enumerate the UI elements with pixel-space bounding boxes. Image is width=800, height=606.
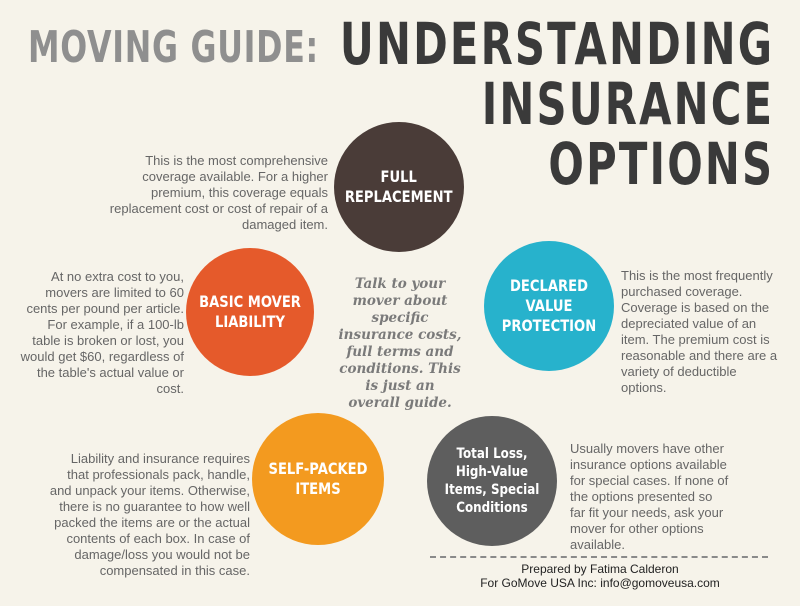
guide-subtitle: MOVING GUIDE: <box>28 22 319 73</box>
declared-value-protection-label: DECLARED VALUE PROTECTION <box>501 276 597 335</box>
full-replacement-label: FULL REPLACEMENT <box>345 167 453 206</box>
self-packed-items-description: Liability and insurance requires that professionals pack, handle, and unpack your items. Otherwise, there is no guarantee to how well packed the items are or the actual contents of each box. In case of damage/loss you would not be compensated in this case. <box>49 451 250 578</box>
footer-credit <box>440 562 760 590</box>
total-loss-circle <box>427 416 557 546</box>
main-title-line-2: INSURANCE <box>481 70 774 138</box>
declared-value-protection-description: This is the most frequently purchased coverage. Coverage is based on the depreciated value of an item. The premium cost is reasonable and there are a variety of deductible options. <box>621 268 778 395</box>
basic-mover-liability-circle <box>186 248 314 376</box>
total-loss-label: Total Loss, High-Value Items, Special Conditions <box>444 445 540 517</box>
self-packed-items-circle <box>252 413 384 545</box>
full-replacement-description: This is the most comprehensive coverage available. For a higher premium, this coverage equals replacement cost or cost of repair of a damaged item. <box>109 153 328 232</box>
center-note: Talk to your mover about specific insurance costs, full terms and conditions. This is just an overall guide. <box>338 276 462 411</box>
basic-mover-liability-label: BASIC MOVER LIABILITY <box>199 292 301 331</box>
main-title-line-1: UNDERSTANDING <box>339 10 774 78</box>
main-title-line-3: OPTIONS <box>548 130 774 198</box>
contact-text: For GoMove USA Inc: info@gomoveusa.com <box>480 576 720 590</box>
basic-mover-liability-description: At no extra cost to you, movers are limited to 60 cents per pound per article. For example, if a 100-lb table is broken or lost, you would get $60, regardless of the table's actual value or cost. <box>20 269 184 396</box>
self-packed-items-label: SELF-PACKED ITEMS <box>268 459 368 498</box>
prepared-by-text: Prepared by Fatima Calderon <box>521 562 679 576</box>
footer-divider <box>430 556 768 558</box>
total-loss-description: Usually movers have other insurance options available for special cases. If none of the options presented so far fit your needs, ask your mover for other options available. <box>570 441 729 552</box>
declared-value-protection-circle <box>484 241 614 371</box>
full-replacement-circle <box>334 122 464 252</box>
